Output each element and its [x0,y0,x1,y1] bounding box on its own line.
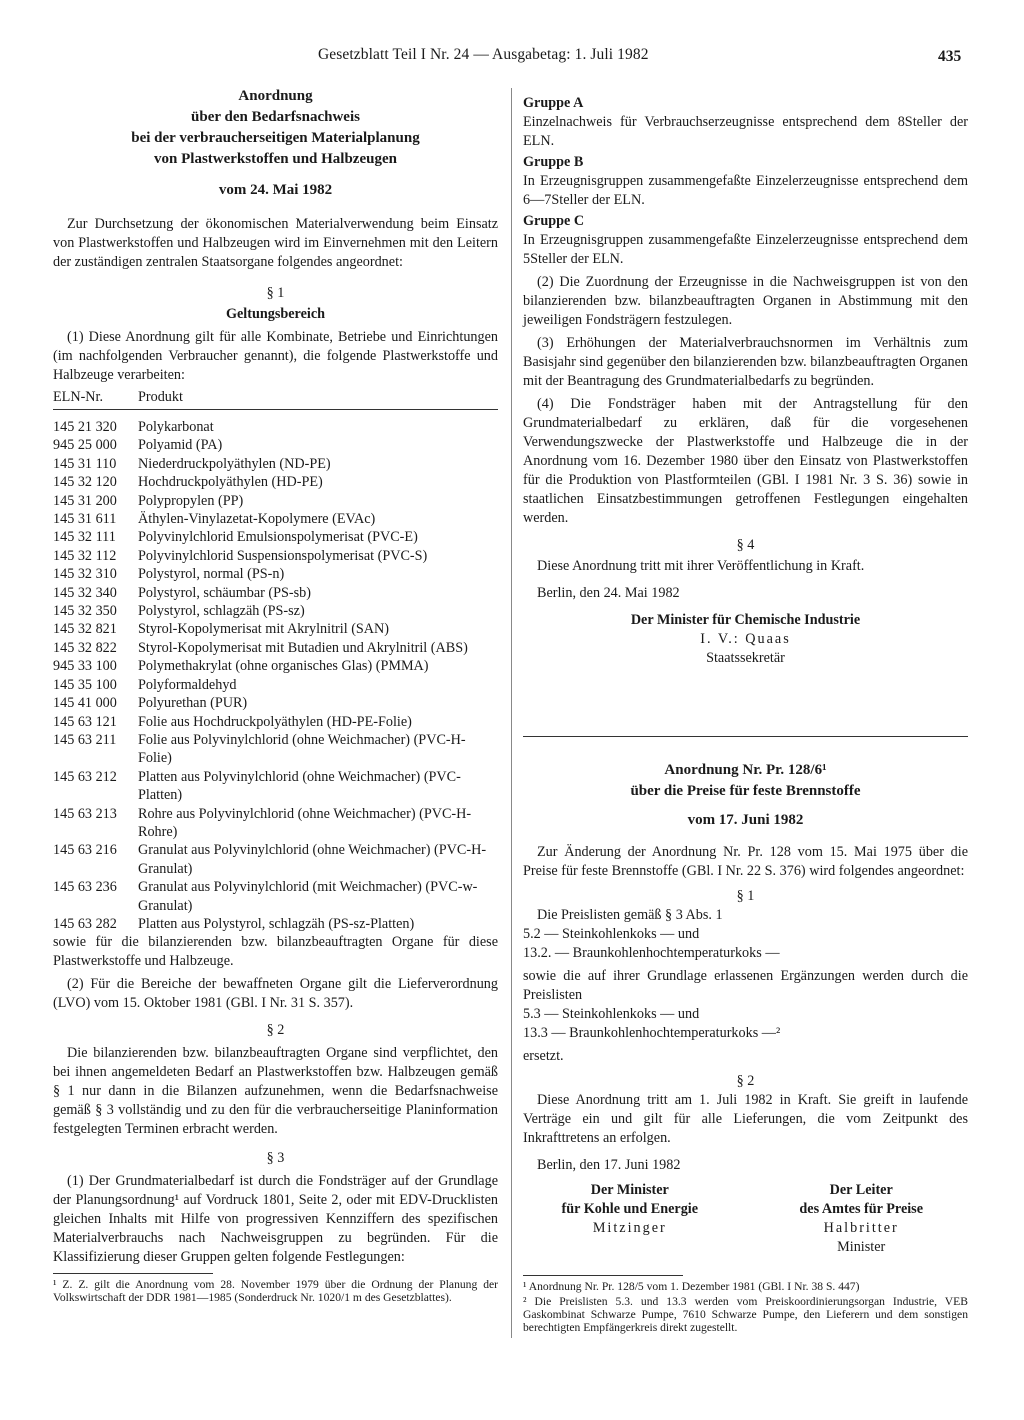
product-name: Polyvinylchlorid Emulsionspolymerisat (PVC-E) [138,529,418,546]
right-column-doc2 [523,760,968,1334]
product-name: Polyurethan (PUR) [138,695,248,712]
product-name: Styrol-Kopolymerisat mit Butadien und Akrylnitril (ABS) [138,639,468,656]
eln-number: 145 32 120 [53,474,117,491]
page-header [0,46,1024,70]
doc2-title-line: über die Preise für feste Brennstoffe [630,783,861,799]
paragraph: (3) Erhöhungen der Materialverbrauchsnormen im Verhältnis zum Basisjahr sind gegenüber den bilanzierenden bzw. bilanzbeauftragten Organen mit der Beantragung des Grundmaterialbedarfs zu begründen. [523,335,968,389]
paragraph: Die bilanzierenden bzw. bilanzbeauftragten Organe sind verpflichtet, den bei ihnen angemeldeten Bedarf an Plastwerkstoffen bzw. Halbzeugen gemäß § 1 nur dann in die Bilanzen aufzunehmen, wenn die Bedarfsnachweise gemäß § 3 vollständig und zu den für die verbraucherseitige Planinformation festgelegten Terminen erbracht werden. [53,1045,498,1138]
list-line: 13.2. — Braunkohlenhochtemperaturkoks — [523,945,780,961]
doc2-preamble: Zur Änderung der Anordnung Nr. Pr. 128 vom 15. Mai 1975 über die Preise für feste Brennstoffe (GBl. I Nr. 22 S. 376) wird folgendes angeordnet: [523,844,968,879]
table-row [53,676,498,694]
list-line: 5.3 — Steinkohlenkoks — und [523,1006,700,1022]
eln-number: 945 25 000 [53,437,117,454]
table-row [53,584,498,602]
running-header: Gesetzblatt Teil I Nr. 24 — Ausgabetag: 1. Juli 1982 [318,46,649,63]
footnote: ¹ Anordnung Nr. Pr. 128/5 vom 1. Dezember 1981 (GBl. I Nr. 38 S. 447) [523,1280,860,1293]
paragraph: Diese Anordnung tritt am 1. Juli 1982 in Kraft. Sie greift in laufende Verträge ein und gilt für alle Lieferungen, die vom Zeitpunkt des Inkrafttretens an erfolgen. [523,1092,968,1146]
product-name: Polymethakrylat (ohne organisches Glas) (PMMA) [138,658,429,675]
paragraph: In Erzeugnisgruppen zusammengefaßte Einzelerzeugnisse entsprechend dem 5Steller der ELN. [523,232,968,267]
doc2-date: vom 17. Juni 1982 [687,812,804,828]
signature-title: des Amtes für Preise [799,1201,923,1217]
doc1-preamble: Zur Durchsetzung der ökonomischen Materialverwendung beim Einsatz von Plastwerkstoffen und Halbzeugen wird im Einvernehmen mit den Leitern der zuständigen zentralen Staatsorgane folgendes angeordnet: [53,216,498,270]
signature-leiter [754,1181,968,1257]
signature-name: Mitzinger [592,1220,667,1236]
eln-number: 145 63 211 [53,731,117,748]
signature-role: Staatssekretär [706,650,785,666]
paragraph: (1) Diese Anordnung gilt für alle Kombinate, Betriebe und Einrichtungen (im nachfolgenden Verbraucher genannt), die folgende Plastwerkstoffe und Halbzeuge verarbeiten: [53,329,498,383]
eln-number: 145 32 821 [53,621,117,638]
eln-number: 145 31 611 [53,511,117,528]
eln-number: 945 33 100 [53,658,117,675]
place-date: Berlin, den 24. Mai 1982 [537,585,680,601]
doc1-title [53,86,498,170]
eln-number: 145 32 310 [53,566,117,583]
product-name: Styrol-Kopolymerisat mit Akrylnitril (SAN) [138,621,390,638]
section-number: § 2 [736,1073,755,1089]
table-row [53,602,498,620]
product-table [53,389,498,933]
table-row [53,565,498,583]
product-name: Platten aus Polyvinylchlorid (ohne Weichmacher) (PVC-Platten) [138,768,461,804]
product-name: Rohre aus Polyvinylchlorid (ohne Weichmacher) (PVC-H-Rohre) [138,805,472,840]
table-row [53,713,498,731]
table-row [53,510,498,528]
eln-number: 145 31 200 [53,492,117,509]
list-line: Die Preislisten gemäß § 3 Abs. 1 [537,907,723,923]
product-name: Folie aus Polyvinylchlorid (ohne Weichmacher) (PVC-H-Folie) [138,731,466,767]
group-title: Gruppe B [523,154,584,170]
table-row [53,492,498,510]
table-row [53,768,498,805]
list-line: 5.2 — Steinkohlenkoks — und [523,926,700,942]
list-line: 13.3 — Braunkohlenhochtemperaturkoks —² [523,1025,781,1041]
table-row [53,878,498,915]
product-name: Polykarbonat [138,419,214,435]
product-name: Hochdruckpolyäthylen (HD-PE) [138,474,323,491]
table-row [53,547,498,565]
product-name: Polypropylen (PP) [138,492,244,509]
paragraph: (2) Für die Bereiche der bewaffneten Organe gilt die Lieferverordnung (LVO) vom 15. Oktober 1981 (GBl. I Nr. 31 S. 357). [53,976,498,1012]
table-row [53,528,498,546]
table-row [53,455,498,473]
eln-number: 145 32 822 [53,639,117,656]
table-row [53,731,498,768]
doc2-title-line: Anordnung Nr. Pr. 128/6¹ [664,762,827,778]
paragraph: (2) Die Zuordnung der Erzeugnisse in die Nachweisgruppen ist von den bilanzierenden bzw. bilanzbeauftragten Organen in Abstimmung mit den jeweiligen Fondsträgern festzulegen. [523,274,968,328]
product-name: Äthylen-Vinylazetat-Kopolymere (EVAc) [138,511,376,528]
section-number: § 2 [266,1022,285,1039]
doc1-date: vom 24. Mai 1982 [218,182,333,198]
signature-name: Halbritter [823,1220,899,1236]
doc1-title-line: von Plastwerkstoffen und Halbzeugen [154,151,397,167]
table-row [53,473,498,491]
product-name: Platten aus Polystyrol, schlagzäh (PS-sz-Platten) [138,915,415,932]
signature-title: für Kohle und Energie [561,1201,699,1217]
footnote: ¹ Z. Z. gilt die Anordnung vom 28. November 1979 über die Ordnung der Planung der Volkswirtschaft der DDR 1981—1985 (Sonderdruck Nr. 1020/1 m des Gesetzblattes). [53,1278,498,1305]
paragraph: sowie für die bilanzierenden bzw. bilanzbeauftragten Organe für diese Plastwerkstoffe und Halbzeuge. [53,934,498,970]
eln-number: 145 63 282 [53,915,117,932]
table-row [53,915,498,933]
section-number: § 1 [266,285,285,301]
footnote-separator [53,1273,213,1274]
table-row [53,805,498,842]
table-row [53,639,498,657]
group-title: Gruppe A [523,95,584,111]
paragraph: In Erzeugnisgruppen zusammengefaßte Einzelerzeugnisse entsprechend dem 6—7Steller der ELN. [523,173,968,208]
paragraph: Einzelnachweis für Verbrauchserzeugnisse entsprechend dem 8Steller der ELN. [523,114,968,149]
product-name: Granulat aus Polyvinylchlorid (mit Weichmacher) (PVC-w-Granulat) [138,879,478,914]
signature-name: I. V.: Quaas [700,631,791,647]
eln-number: 145 41 000 [53,695,117,712]
signature-block [523,1181,968,1257]
footnote-separator [523,1275,683,1276]
eln-number: 145 31 110 [53,455,117,472]
place-date: Berlin, den 17. Juni 1982 [537,1157,681,1173]
signature-minister [523,1181,737,1257]
paragraph: (1) Der Grundmaterialbedarf ist durch die Fondsträger auf der Grundlage der Planungsordnung¹ auf Vordruck 1801, Seite 2, oder mit EDV-Drucklisten gleichen Inhalts mit Hilfe von progressiven Kennziffern des spezifischen Materialverbrauchs nach Nachweisgruppen zu begründen. Für die Klassifizierung dieser Gruppen gelten folgende Festlegungen: [53,1173,498,1266]
paragraph: (4) Die Fondsträger haben mit der Antragstellung für den Grundmaterialbedarf zu erklären, daß für die vorgesehenen Verwendungszwecke der Plastwerkstoffe und Halbzeuge die in der Anordnung vom 16. Dezember 1980 über den Einsatz von Plastwerkstoffen für die Produktion von Plastformteilen (GBl. I 1981 Nr. 3 S. 36) sowie in staatlichen Einsatzbestimmungen getroffenen Festlegungen eingehalten werden. [523,396,968,526]
eln-number: 145 32 350 [53,603,117,620]
doc1-title-line: bei der verbraucherseitigen Materialplanung [131,130,420,146]
column-divider [511,88,512,1338]
doc1-title-line: Anordnung [238,88,313,104]
product-name: Granulat aus Polyvinylchlorid (ohne Weichmacher) (PVC-H-Granulat) [138,842,487,877]
paragraph: ersetzt. [523,1048,564,1064]
product-name: Niederdruckpolyäthylen (ND-PE) [138,455,331,472]
paragraph: Diese Anordnung tritt mit ihrer Veröffentlichung in Kraft. [537,558,865,574]
eln-number: 145 35 100 [53,676,117,693]
eln-number: 145 63 121 [53,713,117,730]
footnote: ² Die Preislisten 5.3. und 13.3 werden vom Preiskoordinierungsorgan Industrie, VEB Gaskombinat Schwarze Pumpe, 7610 Schwarze Pumpe, den Lieferern und dem sonstigen berechtigten Empfängerkreis direkt zugestellt. [523,1295,968,1334]
table-row [53,657,498,675]
paragraph: sowie die auf ihrer Grundlage erlassenen Ergänzungen werden durch die Preislisten [523,968,968,1003]
table-row [53,694,498,712]
eln-number: 145 32 112 [53,547,117,564]
section-number: § 1 [736,888,755,904]
group-title: Gruppe C [523,213,585,229]
column-header-eln: ELN-Nr. [53,389,138,410]
product-name: Polystyrol, normal (PS-n) [138,566,285,583]
product-name: Polyamid (PA) [138,437,223,454]
product-name: Polyformaldehyd [138,676,237,693]
table-row [53,620,498,638]
table-row [53,841,498,878]
signature-role: Minister [837,1239,886,1255]
product-name: Polystyrol, schäumbar (PS-sb) [138,584,312,601]
table-header-row [53,389,498,410]
column-header-product: Produkt [138,389,498,410]
doc1-title-line: über den Bedarfsnachweis [191,109,360,125]
document-separator [523,736,968,737]
eln-number: 145 32 111 [53,529,116,546]
eln-number: 145 63 216 [53,842,117,859]
signature-title: Der Leiter [829,1182,893,1198]
signature-title: Der Minister [590,1182,669,1198]
right-column [523,90,968,668]
product-name: Polyvinylchlorid Suspensionspolymerisat (PVC-S) [138,547,428,564]
eln-number: 145 32 340 [53,584,117,601]
product-name: Folie aus Hochdruckpolyäthylen (HD-PE-Folie) [138,713,412,730]
eln-number: 145 21 320 [53,419,117,435]
section-number: § 3 [266,1150,285,1167]
table-row [53,436,498,454]
left-column [53,86,498,1304]
eln-number: 145 63 212 [53,768,117,785]
product-name: Polystyrol, schlagzäh (PS-sz) [138,603,305,620]
eln-number: 145 63 213 [53,805,117,822]
section-title: Geltungsbereich [225,306,326,322]
signature-title: Der Minister für Chemische Industrie [630,612,861,628]
product-rows [53,410,498,934]
table-row [53,418,498,436]
eln-number: 145 63 236 [53,879,117,896]
page-number: 435 [938,48,962,65]
section-number: § 4 [736,537,755,553]
